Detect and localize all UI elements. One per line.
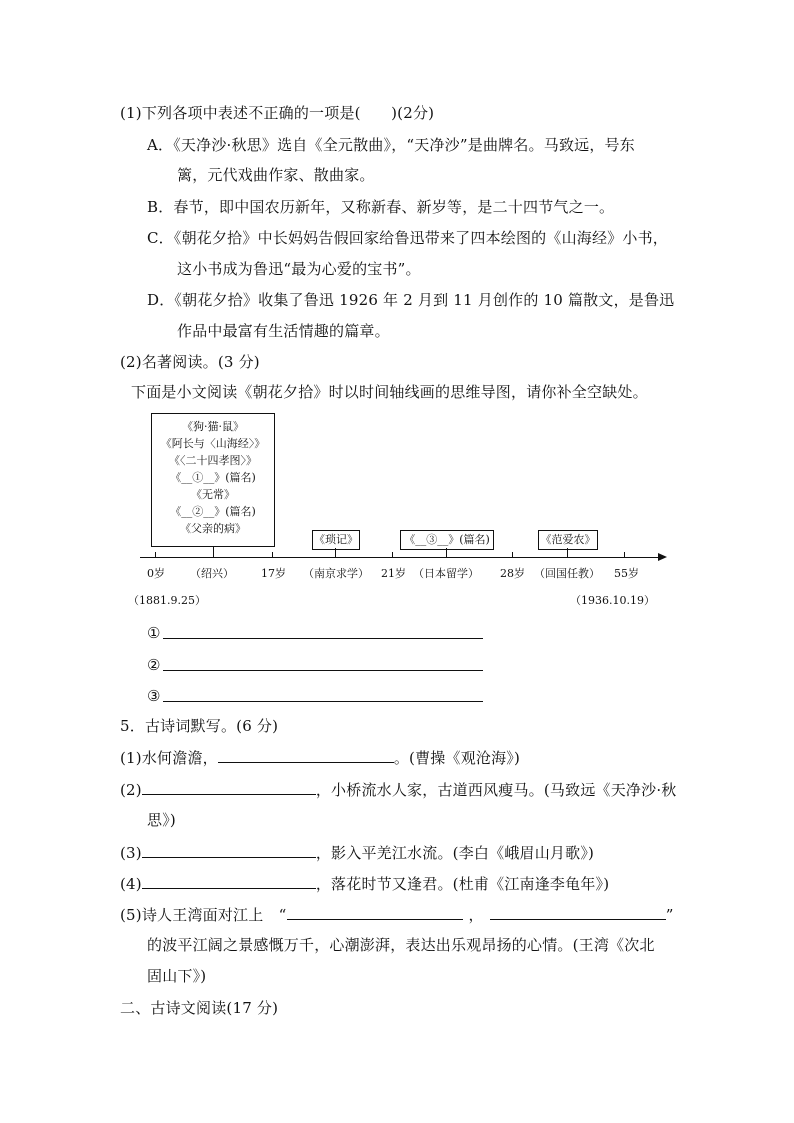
essay-title: 《阿长与〈山海经〉》 [160, 437, 266, 450]
timeline-arrow-icon [658, 553, 667, 561]
q1-option-c-line1: C．《朝花夕拾》中长妈妈告假回家给鲁迅带来了四本绘图的《山海经》小书， [147, 229, 668, 247]
q5-item-4-suffix: ，落花时节又逢君。(杜甫《江南逢李龟年》) [315, 875, 610, 893]
q5-blank-5b[interactable] [490, 904, 666, 920]
period-return: （回国任教） [534, 567, 600, 580]
section-2-heading: 二、古诗文阅读(17 分) [120, 999, 279, 1017]
essay-title: 《父亲的病》 [180, 522, 246, 535]
blank-2-item: 《__②__》(篇名) [170, 505, 256, 518]
box-shaoxing-essays [151, 413, 275, 547]
blank-3-item: 《__③__》(篇名) [404, 533, 490, 546]
q5-item-5-prefix: (5)诗人王湾面对江上 “ [120, 906, 287, 924]
q5-item-5-close-quote: ” [665, 906, 674, 924]
answer-label-3: ③ [147, 687, 161, 705]
q5-item-2-continued: 思》) [147, 811, 176, 829]
q1-option-b: B．春节，即中国农历新年，又称新春、新岁等，是二十四节气之一。 [147, 198, 615, 216]
q5-item-1-prefix: (1)水何澹澹， [120, 749, 218, 767]
q5-item-3 [120, 842, 594, 863]
q1-option-d-line2: 作品中最富有生活情趣的篇章。 [177, 322, 390, 340]
q5-item-1 [120, 747, 520, 768]
age-17: 17岁 [261, 567, 286, 580]
box-return-essay [538, 530, 598, 550]
age-28: 28岁 [500, 567, 525, 580]
q5-item-2 [120, 779, 676, 800]
age-21: 21岁 [381, 567, 406, 580]
q5-item-2-prefix: (2) [120, 781, 142, 799]
q5-item-5 [120, 904, 674, 925]
blank-1-item: 《__①__》(篇名) [170, 471, 256, 484]
period-shaoxing: （绍兴） [190, 567, 234, 580]
q2-intro: 下面是小文阅读《朝花夕拾》时以时间轴线画的思维导图，请你补全空缺处。 [131, 383, 648, 401]
answer-label-1: ① [147, 624, 161, 642]
essay-title: 《无常》 [191, 488, 235, 501]
q5-item-5-comma: ， [468, 906, 484, 924]
period-nanjing: （南京求学） [303, 567, 369, 580]
q5-blank-5a[interactable] [287, 904, 463, 920]
q5-item-4-prefix: (4) [120, 875, 142, 893]
q1-option-a-line1: A．《天净沙·秋思》选自《全元散曲》，“天净沙”是曲牌名。马致远，号东 [147, 136, 635, 154]
q2-stem: (2)名著阅读。(3 分) [120, 353, 260, 371]
death-date: （1936.10.19） [570, 594, 655, 607]
q5-blank-1[interactable] [218, 747, 394, 763]
q1-stem: (1)下列各项中表述不正确的一项是( )(2分) [120, 104, 435, 122]
answer-field-1[interactable] [163, 638, 483, 639]
q5-item-1-suffix: 。(曹操《观沧海》) [393, 749, 521, 767]
essay-title: 《琐记》 [314, 533, 358, 546]
answer-field-3[interactable] [163, 701, 483, 702]
q5-blank-4[interactable] [142, 873, 316, 889]
essay-title: 《狗·猫·鼠》 [182, 420, 244, 433]
q5-title: 5．古诗词默写。(6 分) [120, 717, 279, 735]
q5-item-2-suffix: ，小桥流水人家，古道西风瘦马。(马致远《天净沙·秋 [315, 781, 677, 799]
q1-option-c-line2: 这小书成为鲁迅“最为心爱的宝书”。 [177, 260, 421, 278]
q5-item-3-suffix: ，影入平羌江水流。(李白《峨眉山月歌》) [315, 844, 595, 862]
essay-title: 《〈二十四孝图〉》 [169, 454, 257, 467]
q5-item-4 [120, 873, 609, 894]
essay-title: 《范爱农》 [540, 533, 596, 546]
answer-label-2: ② [147, 656, 161, 674]
q5-item-5-continued-1: 的波平江阔之景感慨万千，心潮澎湃，表达出乐观昂扬的心情。(王湾《次北 [147, 936, 655, 954]
q5-item-5-continued-2: 固山下》) [147, 967, 207, 985]
birth-date: （1881.9.25） [128, 594, 206, 607]
timeline-axis [140, 557, 660, 558]
q5-blank-3[interactable] [142, 842, 316, 858]
q1-option-a-line2: 篱，元代戏曲作家、散曲家。 [177, 166, 375, 184]
box-japan-essay [400, 530, 494, 550]
q5-item-3-prefix: (3) [120, 844, 142, 862]
answer-field-2[interactable] [163, 670, 483, 671]
age-55: 55岁 [614, 567, 639, 580]
q1-option-d-line1: D．《朝花夕拾》收集了鲁迅 1926 年 2 月到 11 月创作的 10 篇散文，是鲁迅 [147, 291, 675, 309]
box-nanjing-essay [312, 530, 360, 550]
age-0: 0岁 [147, 567, 165, 580]
q5-blank-2[interactable] [142, 779, 316, 795]
period-japan: （日本留学） [413, 567, 479, 580]
